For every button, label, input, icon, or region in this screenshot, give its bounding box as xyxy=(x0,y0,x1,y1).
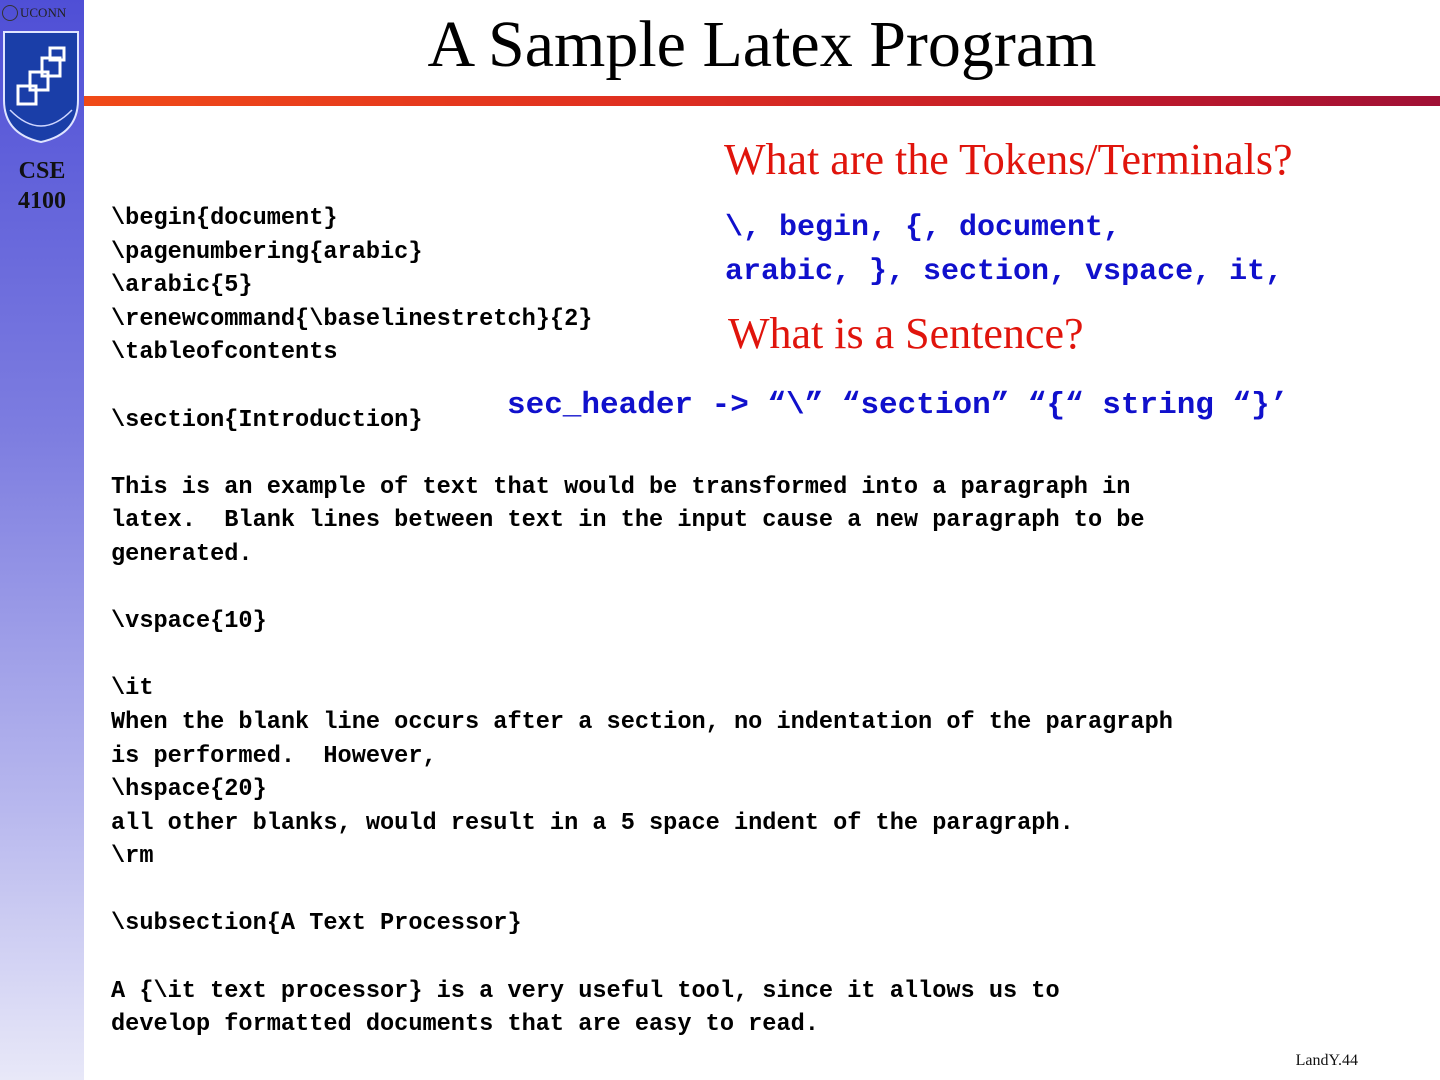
code-line: \subsection{A Text Processor} xyxy=(111,910,522,938)
slide-title: A Sample Latex Program xyxy=(427,8,1097,81)
code-line xyxy=(111,874,1173,908)
uconn-header xyxy=(2,2,78,24)
code-line: This is an example of text that would be transformed into a paragraph in xyxy=(111,473,1131,501)
code-line: When the blank line occurs after a section, no indentation of the paragraph xyxy=(111,708,1173,736)
code-line: \tableofcontents xyxy=(111,339,338,367)
code-line: generated. xyxy=(111,540,253,568)
course-prefix: CSE xyxy=(18,158,66,184)
department-logo-icon xyxy=(2,30,80,144)
code-line: latex. Blank lines between text in the input cause a new paragraph to be xyxy=(111,507,1145,535)
title-divider xyxy=(84,96,1440,106)
code-line: \arabic{5} xyxy=(111,272,253,300)
code-line: \vspace{10} xyxy=(111,608,267,636)
code-line xyxy=(111,639,1173,673)
tokens-answer-line-2: arabic, }, section, vspace, it, xyxy=(725,255,1284,289)
code-line xyxy=(111,437,1173,471)
sentence-question: What is a Sentence? xyxy=(728,309,1084,358)
sentence-answer: sec_header -> “\” “section” “{“ string “}’ xyxy=(507,388,1289,423)
page-label: LandY.44 xyxy=(1295,1052,1358,1069)
code-line: \begin{document} xyxy=(111,205,338,232)
code-line xyxy=(111,572,1173,606)
tokens-answer-line-1: \, begin, {, document, xyxy=(725,211,1122,245)
code-line: is performed. However, xyxy=(111,742,437,770)
code-line: \section{Introduction} xyxy=(111,406,423,434)
university-name: UCONN xyxy=(20,5,67,20)
code-line xyxy=(111,941,1173,975)
university-seal-icon xyxy=(2,5,18,21)
code-line: \hspace{20} xyxy=(111,776,267,804)
code-line: \renewcommand{\baselinestretch}{2} xyxy=(111,305,593,333)
course-code xyxy=(0,156,84,216)
code-line: all other blanks, would result in a 5 space indent of the paragraph. xyxy=(111,809,1074,837)
code-line: \rm xyxy=(111,843,154,871)
code-line: develop formatted documents that are easy to read. xyxy=(111,1011,819,1039)
sidebar xyxy=(0,0,84,1080)
tokens-question: What are the Tokens/Terminals? xyxy=(724,135,1293,184)
course-number: 4100 xyxy=(18,188,66,214)
code-line: A {\it text processor} is a very useful tool, since it allows us to xyxy=(111,977,1060,1005)
code-line: \pagenumbering{arabic} xyxy=(111,238,423,266)
tokens-answer xyxy=(725,206,1283,294)
code-line: \it xyxy=(111,675,154,703)
